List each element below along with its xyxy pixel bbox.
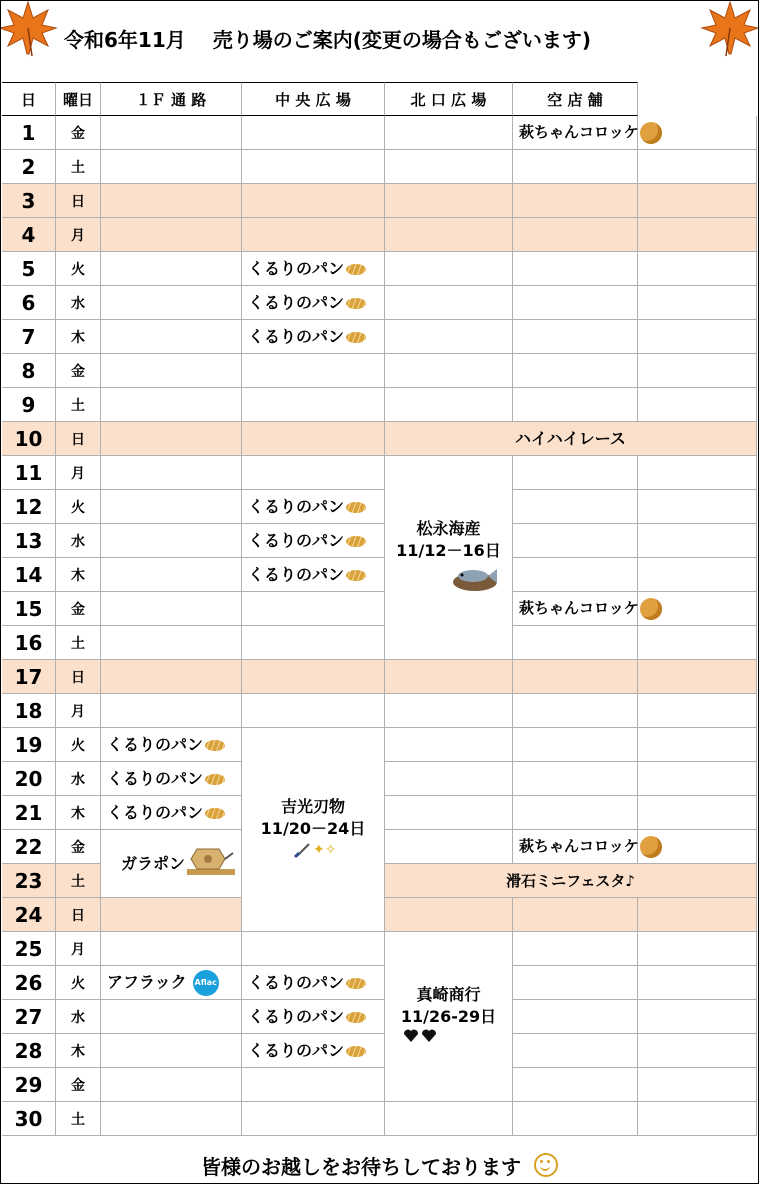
weekday-cell: 土 <box>56 150 101 184</box>
schedule-cell <box>101 524 242 558</box>
schedule-cell <box>101 558 242 592</box>
event-cell <box>513 116 638 150</box>
column-header: 日 <box>2 82 56 116</box>
day-cell: 21 <box>2 796 56 830</box>
weekday-cell: 月 <box>56 218 101 252</box>
weekday-cell: 金 <box>56 354 101 388</box>
schedule-cell <box>638 1034 757 1068</box>
event-dates: 11/26-29日 <box>400 1006 497 1026</box>
day-cell: 5 <box>2 252 56 286</box>
weekday-cell: 火 <box>56 966 101 1000</box>
schedule-cell <box>242 932 385 966</box>
event-name: くるりのパン <box>248 972 345 992</box>
event-line <box>248 972 366 994</box>
event-line <box>515 428 626 450</box>
event-name: くるりのパン <box>248 496 345 516</box>
event-cell <box>242 966 385 1000</box>
schedule-cell <box>101 252 242 286</box>
day-cell: 12 <box>2 490 56 524</box>
schedule-cell <box>385 796 513 830</box>
event-line <box>107 970 219 996</box>
event-name: くるりのパン <box>107 734 204 754</box>
event-name: 滑石ミニフェスタ♪ <box>506 871 635 890</box>
schedule-cell <box>385 286 513 320</box>
bread-icon <box>205 774 225 785</box>
column-header: 曜日 <box>56 82 101 116</box>
schedule-cell <box>101 898 242 932</box>
schedule-cell <box>638 150 757 184</box>
event-cell <box>242 558 385 592</box>
weekday-cell: 金 <box>56 592 101 626</box>
schedule-cell <box>101 320 242 354</box>
event-cell <box>242 1034 385 1068</box>
event-line <box>416 518 480 540</box>
schedule-cell <box>513 354 638 388</box>
event-name: ガラポン <box>120 853 185 873</box>
schedule-cell <box>638 218 757 252</box>
schedule-cell <box>242 1068 385 1102</box>
schedule-cell <box>638 626 757 660</box>
schedule-cell <box>101 1068 242 1102</box>
weekday-cell: 金 <box>56 1068 101 1102</box>
schedule-cell <box>101 422 242 456</box>
schedule-cell <box>242 660 385 694</box>
bread-icon <box>346 536 366 547</box>
event-name: 萩ちゃんコロッケ <box>519 837 639 856</box>
event-line <box>248 1040 366 1062</box>
schedule-cell <box>101 116 242 150</box>
weekday-cell: 日 <box>56 898 101 932</box>
schedule-cell <box>385 116 513 150</box>
day-cell: 25 <box>2 932 56 966</box>
event-cell <box>101 728 242 762</box>
event-name: くるりのパン <box>248 1040 345 1060</box>
day-cell: 1 <box>2 116 56 150</box>
schedule-cell <box>242 388 385 422</box>
croquette-icon <box>640 122 662 144</box>
schedule-cell <box>513 320 638 354</box>
event-dates: 11/12－16日 <box>396 540 501 560</box>
schedule-cell <box>513 762 638 796</box>
event-name: くるりのパン <box>107 802 204 822</box>
schedule-cell <box>638 796 757 830</box>
schedule-cell <box>513 694 638 728</box>
weekday-cell: 金 <box>56 830 101 864</box>
weekday-cell: 火 <box>56 490 101 524</box>
event-cell <box>242 728 385 932</box>
event-name: くるりのパン <box>248 292 345 312</box>
event-cell <box>385 422 757 456</box>
footer-text: 皆様のお越しをお待ちしております <box>201 1155 522 1179</box>
weekday-cell: 水 <box>56 762 101 796</box>
raffle-row <box>105 843 237 885</box>
schedule-cell <box>101 184 242 218</box>
schedule-cell <box>513 286 638 320</box>
schedule-cell <box>638 1102 757 1136</box>
schedule-cell <box>638 490 757 524</box>
event-cell <box>242 1000 385 1034</box>
day-cell: 11 <box>2 456 56 490</box>
event-cell <box>242 252 385 286</box>
schedule-cell <box>385 1102 513 1136</box>
bread-icon <box>346 502 366 513</box>
schedule-cell <box>101 1102 242 1136</box>
schedule-cell <box>513 150 638 184</box>
day-cell: 26 <box>2 966 56 1000</box>
schedule-cell <box>638 1000 757 1034</box>
schedule-cell <box>385 762 513 796</box>
day-cell: 27 <box>2 1000 56 1034</box>
bread-icon <box>346 978 366 989</box>
event-cell <box>385 864 757 898</box>
schedule-cell <box>513 218 638 252</box>
event-cell <box>513 592 638 626</box>
schedule-cell <box>385 388 513 422</box>
event-cell <box>101 796 242 830</box>
schedule-cell <box>513 796 638 830</box>
day-cell: 16 <box>2 626 56 660</box>
day-cell: 17 <box>2 660 56 694</box>
day-cell: 24 <box>2 898 56 932</box>
day-cell: 23 <box>2 864 56 898</box>
croquette-icon <box>640 598 662 620</box>
schedule-cell <box>385 320 513 354</box>
schedule-cell <box>638 966 757 1000</box>
weekday-cell: 土 <box>56 626 101 660</box>
day-cell: 7 <box>2 320 56 354</box>
schedule-cell <box>385 694 513 728</box>
event-line <box>519 835 662 858</box>
schedule-cell <box>101 660 242 694</box>
svg-text:✦✧: ✦✧ <box>313 841 337 858</box>
weekday-cell: 木 <box>56 320 101 354</box>
schedule-cell <box>101 388 242 422</box>
bread-icon <box>205 740 225 751</box>
schedule-cell <box>513 728 638 762</box>
day-cell: 6 <box>2 286 56 320</box>
bread-icon <box>205 808 225 819</box>
schedule-cell <box>513 898 638 932</box>
schedule-cell <box>101 150 242 184</box>
schedule-cell <box>385 354 513 388</box>
schedule-cell <box>101 1000 242 1034</box>
footer-message <box>0 1153 759 1179</box>
event-line <box>248 564 366 586</box>
schedule-cell <box>513 558 638 592</box>
column-header: 北 口 広 場 <box>385 82 513 116</box>
day-cell: 8 <box>2 354 56 388</box>
schedule-cell <box>242 150 385 184</box>
croquette-icon <box>640 836 662 858</box>
schedule-cell <box>513 456 638 490</box>
schedule-cell <box>638 354 757 388</box>
schedule-cell <box>513 490 638 524</box>
schedule-cell <box>385 218 513 252</box>
event-cell <box>242 286 385 320</box>
schedule-cell <box>101 218 242 252</box>
schedule-cell <box>242 592 385 626</box>
schedule-cell <box>242 1102 385 1136</box>
weekday-cell: 木 <box>56 1034 101 1068</box>
schedule-cell <box>638 184 757 218</box>
knife-icon <box>293 840 337 864</box>
schedule-cell <box>385 898 513 932</box>
event-cell <box>385 932 513 1102</box>
schedule-cell <box>101 592 242 626</box>
weekday-cell: 月 <box>56 456 101 490</box>
day-cell: 19 <box>2 728 56 762</box>
schedule-cell <box>638 252 757 286</box>
fish-icon <box>452 562 498 598</box>
day-cell: 22 <box>2 830 56 864</box>
schedule-cell <box>638 456 757 490</box>
event-line <box>248 292 366 314</box>
event-line <box>519 597 662 620</box>
schedule-cell <box>513 660 638 694</box>
schedule-cell <box>638 388 757 422</box>
event-name: くるりのパン <box>248 326 345 346</box>
schedule-cell <box>513 184 638 218</box>
day-cell: 4 <box>2 218 56 252</box>
schedule-cell <box>101 286 242 320</box>
schedule-cell <box>513 626 638 660</box>
column-header: １Ｆ 通 路 <box>101 82 242 116</box>
weekday-cell: 火 <box>56 728 101 762</box>
bread-icon <box>346 332 366 343</box>
schedule-cell <box>638 524 757 558</box>
day-cell: 30 <box>2 1102 56 1136</box>
schedule-cell <box>513 1068 638 1102</box>
weekday-cell: 日 <box>56 422 101 456</box>
hearts-icon <box>403 1028 439 1050</box>
weekday-cell: 月 <box>56 694 101 728</box>
schedule-cell <box>385 830 513 864</box>
event-line <box>248 1006 366 1028</box>
schedule-cell <box>242 116 385 150</box>
event-line <box>506 870 635 892</box>
schedule-cell <box>638 320 757 354</box>
event-cell <box>242 320 385 354</box>
schedule-cell <box>513 1000 638 1034</box>
weekday-cell: 月 <box>56 932 101 966</box>
day-cell: 28 <box>2 1034 56 1068</box>
column-header: 中 央 広 場 <box>242 82 385 116</box>
event-name: 萩ちゃんコロッケ <box>519 599 639 618</box>
event-name: 吉光刃物 <box>280 796 345 816</box>
event-cell <box>385 456 513 660</box>
schedule-cell <box>638 898 757 932</box>
event-cell <box>101 830 242 898</box>
schedule-cell <box>101 490 242 524</box>
bread-icon <box>346 264 366 275</box>
schedule-cell <box>385 728 513 762</box>
event-cell <box>242 490 385 524</box>
page-title: 令和6年11月 売り場のご案内(変更の場合もございます) <box>64 28 591 52</box>
schedule-cell <box>638 1068 757 1102</box>
schedule-cell <box>513 932 638 966</box>
schedule-cell <box>101 456 242 490</box>
schedule-cell <box>242 184 385 218</box>
event-name: 萩ちゃんコロッケ <box>519 123 639 142</box>
event-line <box>416 984 480 1006</box>
event-name: くるりのパン <box>248 258 345 278</box>
schedule-cell <box>242 456 385 490</box>
schedule-cell <box>101 354 242 388</box>
day-cell: 9 <box>2 388 56 422</box>
event-name: くるりのパン <box>248 530 345 550</box>
schedule-cell <box>638 660 757 694</box>
event-line <box>107 768 225 790</box>
event-line <box>248 258 366 280</box>
smiley-icon <box>534 1153 558 1177</box>
event-name: ハイハイレース <box>515 428 626 448</box>
schedule-cell <box>101 932 242 966</box>
schedule-cell <box>513 966 638 1000</box>
event-cell <box>513 830 638 864</box>
schedule-cell <box>242 422 385 456</box>
day-cell: 3 <box>2 184 56 218</box>
schedule-cell <box>101 694 242 728</box>
weekday-cell: 木 <box>56 796 101 830</box>
schedule-cell <box>385 150 513 184</box>
event-name: くるりのパン <box>107 768 204 788</box>
event-name: アフラック <box>107 972 187 991</box>
bread-icon <box>346 1012 366 1023</box>
day-cell: 18 <box>2 694 56 728</box>
day-cell: 15 <box>2 592 56 626</box>
bread-icon <box>346 1046 366 1057</box>
event-cell <box>101 762 242 796</box>
day-cell: 20 <box>2 762 56 796</box>
schedule-cell <box>242 218 385 252</box>
event-line <box>519 121 662 144</box>
schedule-cell <box>242 694 385 728</box>
event-line <box>107 802 225 824</box>
schedule-cell <box>385 660 513 694</box>
weekday-cell: 日 <box>56 184 101 218</box>
event-name: くるりのパン <box>248 564 345 584</box>
weekday-cell: 水 <box>56 1000 101 1034</box>
schedule-cell <box>242 626 385 660</box>
schedule-cell <box>242 354 385 388</box>
schedule-cell <box>513 524 638 558</box>
event-name: 真崎商行 <box>416 984 481 1004</box>
weekday-cell: 水 <box>56 286 101 320</box>
weekday-cell: 日 <box>56 660 101 694</box>
weekday-cell: 土 <box>56 388 101 422</box>
event-line <box>281 796 345 818</box>
event-name: 松永海産 <box>416 518 481 538</box>
schedule-cell <box>513 252 638 286</box>
event-dates: 11/20－24日 <box>260 818 366 838</box>
event-line <box>248 326 366 348</box>
schedule-cell <box>638 286 757 320</box>
event-line <box>248 496 366 518</box>
schedule-cell <box>101 1034 242 1068</box>
schedule-cell <box>513 1102 638 1136</box>
event-cell <box>101 966 242 1000</box>
weekday-cell: 金 <box>56 116 101 150</box>
weekday-cell: 土 <box>56 864 101 898</box>
bread-icon <box>346 298 366 309</box>
day-cell: 14 <box>2 558 56 592</box>
weekday-cell: 木 <box>56 558 101 592</box>
schedule-cell <box>638 762 757 796</box>
event-cell <box>242 524 385 558</box>
schedule-cell <box>513 388 638 422</box>
schedule-cell <box>385 184 513 218</box>
day-cell: 10 <box>2 422 56 456</box>
event-line <box>107 734 225 756</box>
schedule-cell <box>385 252 513 286</box>
aflac-icon: Aflac <box>193 970 219 996</box>
schedule-cell <box>638 728 757 762</box>
weekday-cell: 水 <box>56 524 101 558</box>
weekday-cell: 土 <box>56 1102 101 1136</box>
bread-icon <box>346 570 366 581</box>
column-header: 空 店 舗 <box>513 82 638 116</box>
event-name: くるりのパン <box>248 1006 345 1026</box>
raffle-icon <box>185 843 237 885</box>
weekday-cell: 火 <box>56 252 101 286</box>
event-line <box>248 530 366 552</box>
schedule-cell <box>638 694 757 728</box>
schedule-cell <box>513 1034 638 1068</box>
schedule-cell <box>638 932 757 966</box>
schedule-cell <box>101 626 242 660</box>
day-cell: 29 <box>2 1068 56 1102</box>
day-cell: 2 <box>2 150 56 184</box>
schedule-cell <box>638 558 757 592</box>
day-cell: 13 <box>2 524 56 558</box>
